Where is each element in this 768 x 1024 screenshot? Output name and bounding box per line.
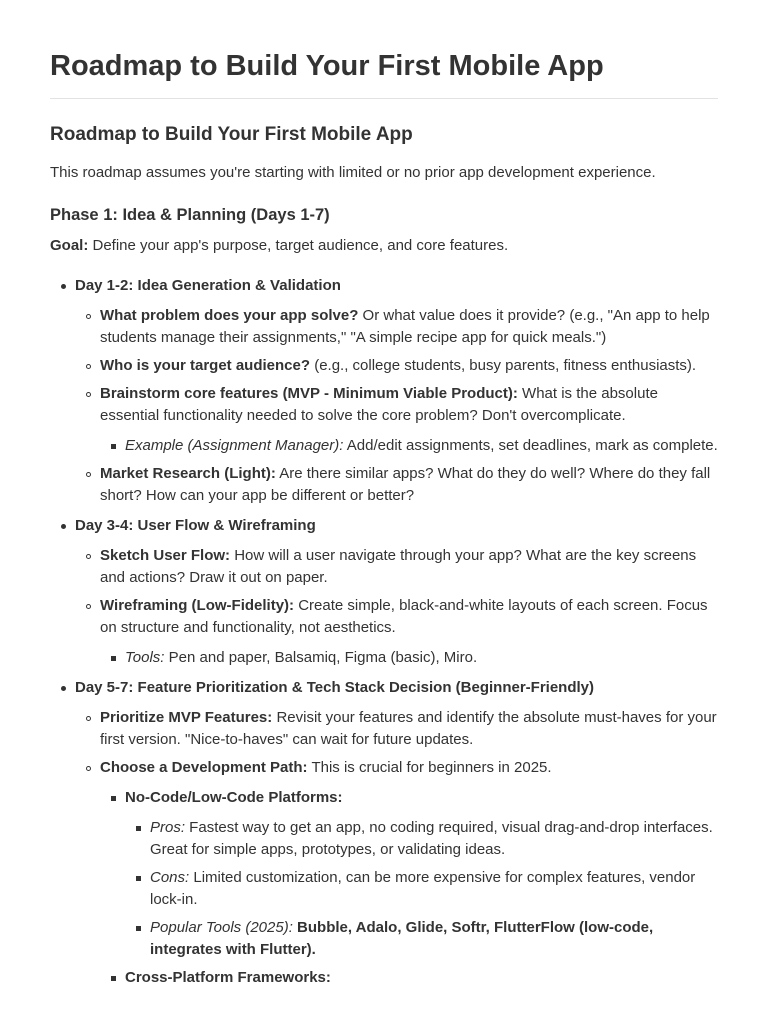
- item-label: Sketch User Flow:: [100, 547, 231, 564]
- list-item: [100, 757, 718, 989]
- list-item: [100, 545, 718, 589]
- day-3-4-list: [75, 545, 718, 669]
- list-item: [100, 707, 718, 751]
- section-title: Roadmap to Build Your First Mobile App: [50, 124, 413, 145]
- item-label: Cross-Platform Frameworks:: [125, 969, 331, 986]
- item-label: Tools:: [125, 649, 165, 666]
- list-item: [150, 867, 718, 911]
- list-item: [125, 435, 718, 457]
- item-text: Bubble, Adalo, Glide, Softr, FlutterFlow (low-code, integrates with Flutter).: [150, 919, 654, 958]
- item-text: (e.g., college students, busy parents, fitness enthusiasts).: [310, 357, 697, 374]
- phase-1-goal: [50, 235, 718, 257]
- goal-label: Goal:: [50, 237, 89, 254]
- item-label: Market Research (Light):: [100, 465, 276, 482]
- list-item: [100, 305, 718, 349]
- item-label: Choose a Development Path:: [100, 759, 308, 776]
- item-label: Who is your target audience?: [100, 357, 311, 374]
- day-1-2-list: [75, 305, 718, 507]
- item-text: What is the absolute essential functionality needed to solve the core problem? Don't overcomplicate.: [100, 385, 658, 424]
- list-item-day-3-4: [75, 515, 718, 669]
- nocode-details-list: [125, 817, 718, 961]
- list-item: [100, 383, 718, 457]
- item-label: Cons:: [150, 869, 190, 886]
- item-text: Or what value does it provide? (e.g., "An app to help students manage their assignments," "A simple recipe app for quick meals."): [100, 307, 710, 346]
- day-3-4-title: Day 3-4: User Flow & Wireframing: [75, 517, 316, 534]
- day-5-7-list: [75, 707, 718, 989]
- list-item: [150, 917, 718, 961]
- item-label: Popular Tools (2025):: [150, 919, 293, 936]
- item-label: No-Code/Low-Code Platforms:: [125, 789, 343, 806]
- list-item-day-5-7: [75, 677, 718, 989]
- page-title: Roadmap to Build Your First Mobile App: [50, 0, 718, 99]
- item-text: Limited customization, can be more expensive for complex features, vendor lock-in.: [150, 869, 696, 908]
- item-label: What problem does your app solve?: [100, 307, 359, 324]
- list-item: [100, 463, 718, 507]
- day-1-2-title: Day 1-2: Idea Generation & Validation: [75, 277, 341, 294]
- phase-1-days-list: [50, 275, 718, 989]
- item-label: Example (Assignment Manager):: [125, 437, 344, 454]
- item-text: Revisit your features and identify the absolute must-haves for your first version. "Nice-to-haves" can wait for future updates.: [100, 709, 717, 748]
- item-text: Are there similar apps? What do they do well? Where do they fall short? How can your app be different or better?: [100, 465, 711, 504]
- dev-path-list: [100, 787, 718, 989]
- item-label: Brainstorm core features (MVP - Minimum Viable Product):: [100, 385, 518, 402]
- item-text: Pen and paper, Balsamiq, Figma (basic), Miro.: [164, 649, 478, 666]
- item-text: Create simple, black-and-white layouts of each screen. Focus on structure and functionality, not aesthetics.: [100, 597, 708, 636]
- features-example-list: [100, 435, 718, 457]
- item-text: How will a user navigate through your app? What are the key screens and actions? Draw it out on paper.: [100, 547, 697, 586]
- phase-1-heading: Phase 1: Idea & Planning (Days 1-7): [50, 206, 330, 224]
- list-item-day-1-2: [75, 275, 718, 507]
- list-item-nocode: [125, 787, 718, 961]
- list-item: [150, 817, 718, 861]
- wireframe-tools-list: [100, 647, 718, 669]
- list-item: [100, 595, 718, 669]
- day-5-7-title: Day 5-7: Feature Prioritization & Tech Stack Decision (Beginner-Friendly): [75, 679, 595, 696]
- item-text: Fastest way to get an app, no coding required, visual drag-and-drop interfaces. Great for simple apps, prototypes, or validating ideas.: [150, 819, 713, 858]
- item-label: Prioritize MVP Features:: [100, 709, 273, 726]
- item-label: Wireframing (Low-Fidelity):: [100, 597, 295, 614]
- list-item-cross-platform: [125, 967, 718, 989]
- goal-text: Define your app's purpose, target audience, and core features.: [88, 237, 509, 254]
- list-item: [100, 355, 718, 377]
- list-item: [125, 647, 718, 669]
- item-text: Add/edit assignments, set deadlines, mark as complete.: [343, 437, 718, 454]
- intro-paragraph: This roadmap assumes you're starting with limited or no prior app development experience.: [50, 164, 656, 181]
- item-label: Pros:: [150, 819, 186, 836]
- item-text: This is crucial for beginners in 2025.: [307, 759, 552, 776]
